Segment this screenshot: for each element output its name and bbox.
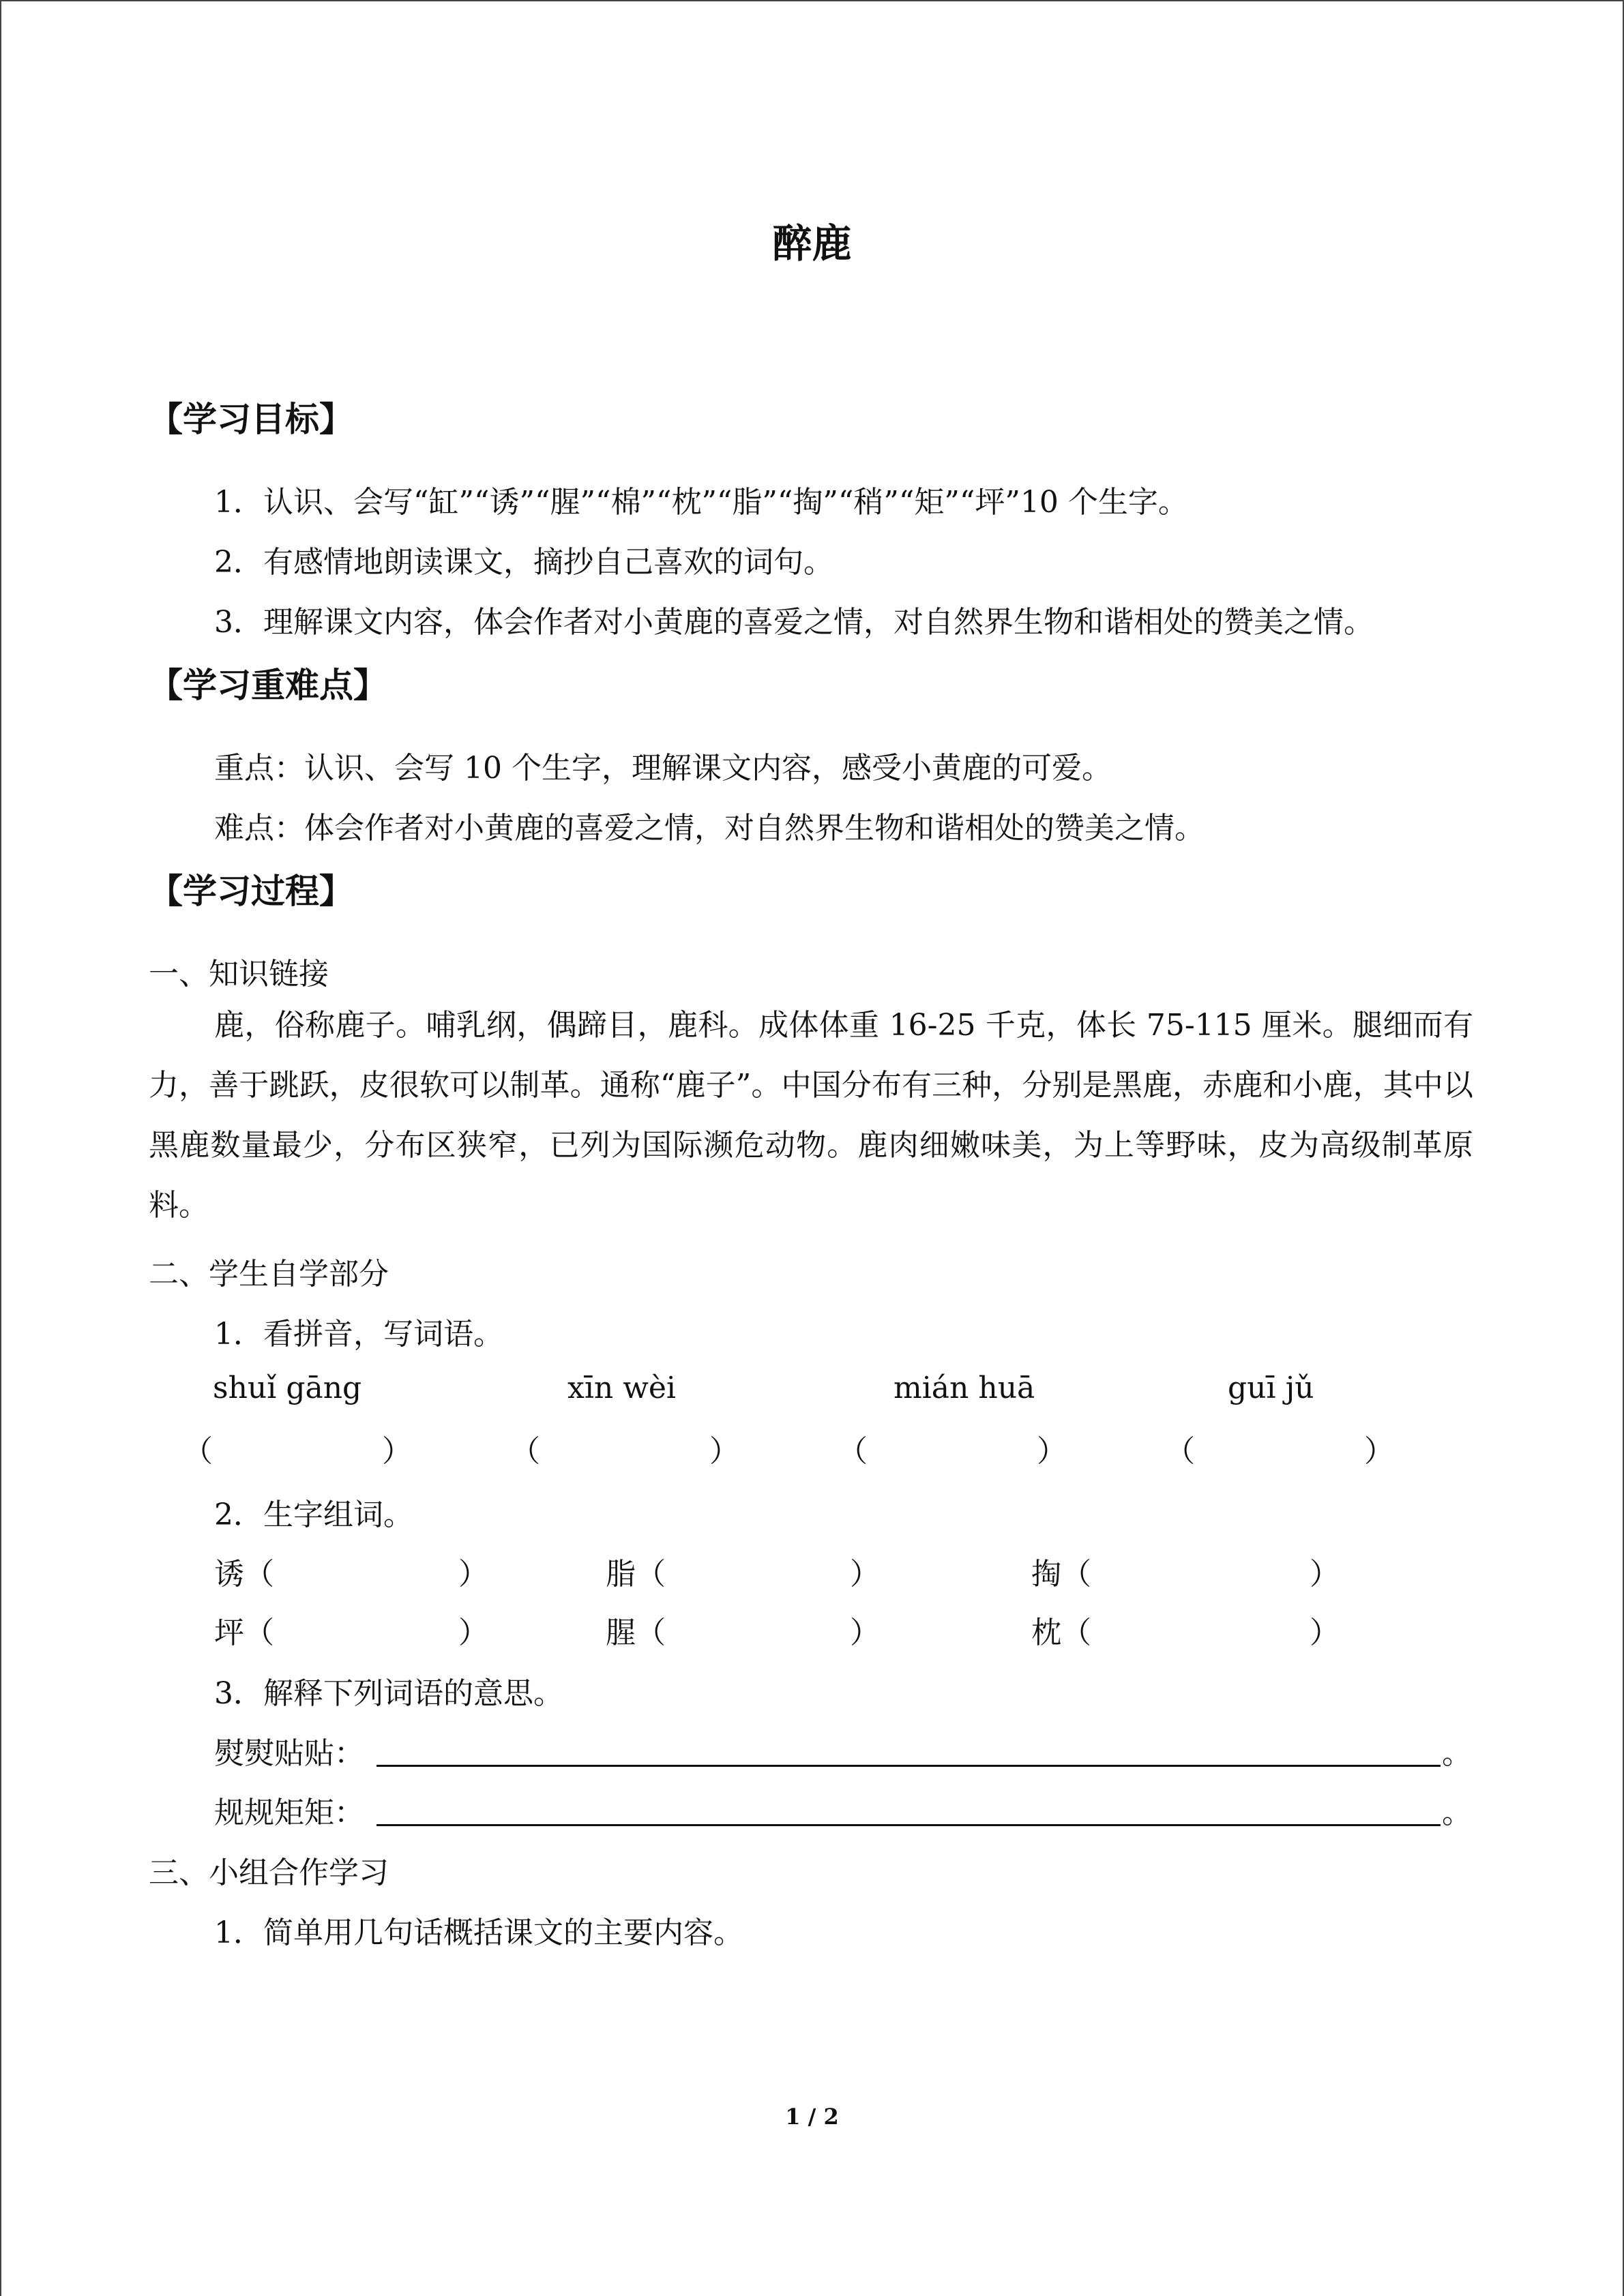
part3-title: 三、小组合作学习 <box>149 1855 389 1890</box>
answer-line[interactable] <box>377 1824 1441 1826</box>
word-char: 掏（ <box>1031 1557 1091 1592</box>
process-heading: 【学习过程】 <box>149 871 353 911</box>
q3-prompt: 3．解释下列词语的意思。 <box>214 1676 563 1711</box>
term-label: 熨熨贴贴： <box>214 1736 364 1771</box>
part2-title: 二、学生自学部分 <box>149 1257 389 1292</box>
pinyin-4: guī jǔ <box>1228 1371 1314 1405</box>
paren-open: （ <box>1165 1434 1195 1469</box>
objective-item: 3．理解课文内容，体会作者对小黄鹿的喜爱之情，对自然界生物和谐相处的赞美之情。 <box>214 605 1374 640</box>
word-close: ） <box>458 1557 488 1592</box>
paren-close: ） <box>709 1434 739 1469</box>
word-close: ） <box>850 1557 880 1592</box>
q1-prompt: 1．看拼音，写词语。 <box>214 1317 503 1352</box>
key-points-heading: 【学习重难点】 <box>149 666 387 705</box>
word-close: ） <box>458 1615 488 1650</box>
word-close: ） <box>1310 1615 1340 1650</box>
paren-open: （ <box>838 1434 868 1469</box>
paren-open: （ <box>510 1434 540 1469</box>
part3-q1: 1．简单用几句话概括课文的主要内容。 <box>214 1915 743 1950</box>
paren-close: ） <box>382 1434 412 1469</box>
paren-close: ） <box>1037 1434 1067 1469</box>
page-number: 1 / 2 <box>785 2104 839 2130</box>
focus-text: 重点：认识、会写 10 个生字，理解课文内容，感受小黄鹿的可爱。 <box>214 751 1112 786</box>
word-char: 腥（ <box>606 1615 666 1650</box>
word-char: 坪（ <box>214 1615 274 1650</box>
answer-line[interactable] <box>377 1765 1441 1767</box>
paren-open: （ <box>183 1434 213 1469</box>
word-close: ） <box>1310 1557 1340 1592</box>
q2-prompt: 2．生字组词。 <box>214 1497 413 1532</box>
word-close: ） <box>850 1615 880 1650</box>
objectives-heading: 【学习目标】 <box>149 400 353 439</box>
part1-title: 一、知识链接 <box>149 957 329 992</box>
word-char: 脂（ <box>606 1557 666 1592</box>
paren-close: ） <box>1364 1434 1394 1469</box>
pinyin-2: xīn wèi <box>567 1371 676 1405</box>
pinyin-1: shuǐ gāng <box>213 1371 362 1405</box>
knowledge-paragraph: 鹿，俗称鹿子。哺乳纲，偶蹄目，鹿科。成体体重 16-25 千克，体长 75-115 厘米。腿细而有力，善于跳跃，皮很软可以制革。通称“鹿子”。中国分布有三种，分别是黑鹿，赤鹿和小鹿，其中以黑鹿数量最少，分布区狭窄，已列为国际濒危动物。鹿肉细嫩味美，为上等野味，皮为高级制革原料。 <box>149 1008 1473 1223</box>
pinyin-3: mián huā <box>894 1371 1035 1405</box>
objective-item: 2．有感情地朗读课文，摘抄自己喜欢的词句。 <box>214 545 833 580</box>
word-char: 诱（ <box>214 1557 274 1592</box>
objective-item: 1．认识、会写“缸”“诱”“腥”“棉”“枕”“脂”“掏”“稍”“矩”“坪”10 个生字。 <box>214 485 1188 520</box>
term-label: 规规矩矩： <box>214 1795 364 1830</box>
difficulty-text: 难点：体会作者对小黄鹿的喜爱之情，对自然界生物和谐相处的赞美之情。 <box>214 811 1205 846</box>
page-title: 醉鹿 <box>772 220 852 267</box>
term-end: 。 <box>1442 1795 1472 1830</box>
word-char: 枕（ <box>1031 1615 1091 1650</box>
term-end: 。 <box>1442 1736 1472 1771</box>
